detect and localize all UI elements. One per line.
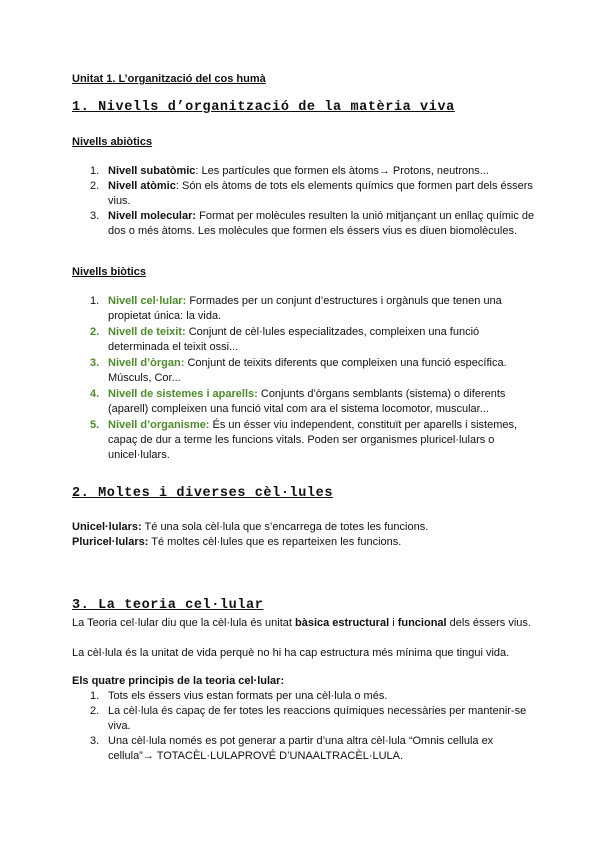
line-term: Pluricel·lulars:	[72, 536, 149, 548]
list-item	[72, 209, 542, 239]
item-number: 5.	[90, 419, 100, 431]
list-item	[72, 387, 542, 417]
item-text: Conjunt de teixits diferents que compleixen una funció específica. Músculs, Cor...	[108, 357, 507, 384]
principles-list	[72, 689, 542, 764]
line-text: Té una sola cèl·lula que s’encarrega de totes les funcions.	[141, 521, 429, 533]
para-bold-functional: funcional	[397, 617, 447, 629]
cell-theory-paragraph	[72, 616, 542, 631]
unicellular-line	[72, 520, 542, 535]
list-item	[72, 356, 542, 386]
item-text: És un ésser viu independent, constituït per aparells i sistemes, capaç de dur a terme les funcions vitals. Poden ser organismes pluricel·lulars o unicel·lulars.	[108, 419, 518, 461]
item-text: Format per molècules resulten la unió mitjançant un enllaç químic de dos o més àtoms. Les molècules que formen els éssers vius es diuen biomolècules.	[108, 210, 535, 237]
item-text: Són els àtoms de tots els elements químics que formen part dels éssers vius.	[108, 180, 533, 207]
list-item	[72, 418, 542, 463]
para-text: La Teoria cel·lular diu que la cèl·lula és unitat	[72, 617, 295, 629]
list-item	[72, 179, 542, 209]
item-number: 2.	[90, 705, 100, 717]
list-item	[72, 734, 542, 764]
abiotic-heading: Nivells abiòtics	[72, 136, 153, 148]
item-term: Nivell atòmic	[108, 180, 176, 192]
item-text: Les partícules que formen els àtoms→ Protons, neutrons...	[198, 165, 489, 177]
item-text: Formades per un conjunt d’estructures i orgànuls que tenen una propietat única: la vida.	[108, 295, 502, 322]
item-term: Nivell subatòmic	[108, 165, 196, 177]
section3-title: 3. La teoria cel·lular	[72, 598, 264, 613]
list-item	[72, 704, 542, 734]
principles-heading: Els quatre principis de la teoria cel·lular:	[72, 675, 285, 687]
item-number: 3.	[90, 735, 100, 747]
biotic-list	[72, 294, 542, 464]
abiotic-list	[72, 164, 542, 239]
item-term: Nivell de teixit:	[108, 326, 186, 338]
item-text: Tots els éssers vius estan formats per una cèl·lula o més.	[108, 690, 388, 702]
item-number: 3.	[90, 357, 100, 369]
unit-title: Unitat 1. L’organització del cos humà	[72, 73, 266, 85]
item-sep: :	[195, 165, 199, 177]
list-item	[72, 294, 542, 324]
item-number: 1.	[90, 295, 100, 307]
list-item	[72, 325, 542, 355]
item-text: Conjunt de cèl·lules especialitzades, compleixen una funció determinada el teixit ossi...	[108, 326, 480, 353]
para-bold-structural: bàsica estructural	[294, 617, 390, 629]
item-term: Nivell molecular:	[108, 210, 197, 222]
line-term: Unicel·lulars:	[72, 521, 142, 533]
item-sep: :	[175, 180, 179, 192]
biotic-heading: Nivells biòtics	[72, 266, 146, 278]
item-number: 1.	[90, 165, 100, 177]
item-number: 1.	[90, 690, 100, 702]
item-text: Una cèl·lula només es pot generar a partir d’una altra cèl·lula “Omnis cellula ex cellula”→ TOTACÈL·LULAPROVÉ D’UNAALTRACÈL·LULA.	[108, 735, 494, 762]
item-text: La cèl·lula és capaç de fer totes les reaccions químiques necessàries per mantenir-se viva.	[108, 705, 527, 732]
item-term: Nivell d’òrgan:	[108, 357, 185, 369]
section2-body	[72, 520, 542, 550]
para-text: dels éssers vius.	[446, 617, 531, 629]
item-term: Nivell de sistemes i aparells:	[108, 388, 258, 400]
item-term: Nivell cel·lular:	[108, 295, 187, 307]
section2-title: 2. Moltes i diverses cèl·lules	[72, 486, 334, 501]
cell-unit-paragraph: La cèl·lula és la unitat de vida perquè no hi ha cap estructura més mínima que tingui vida.	[72, 647, 510, 659]
item-number: 2.	[90, 326, 100, 338]
section1-title: 1. Nivells d’organització de la matèria viva	[72, 100, 455, 115]
item-number: 2.	[90, 180, 100, 192]
list-item	[72, 689, 542, 704]
pluricellular-line	[72, 535, 542, 550]
item-number: 3.	[90, 210, 100, 222]
item-term: Nivell d’organisme:	[108, 419, 210, 431]
para-text: i	[389, 617, 398, 629]
line-text: Té moltes cèl·lules que es reparteixen les funcions.	[148, 536, 402, 548]
item-text: Conjunts d’òrgans semblants (sistema) o diferents (aparell) compleixen una funció vital com ara el sistema locomotor, muscular...	[108, 388, 506, 415]
item-number: 4.	[90, 388, 100, 400]
list-item	[72, 164, 542, 179]
